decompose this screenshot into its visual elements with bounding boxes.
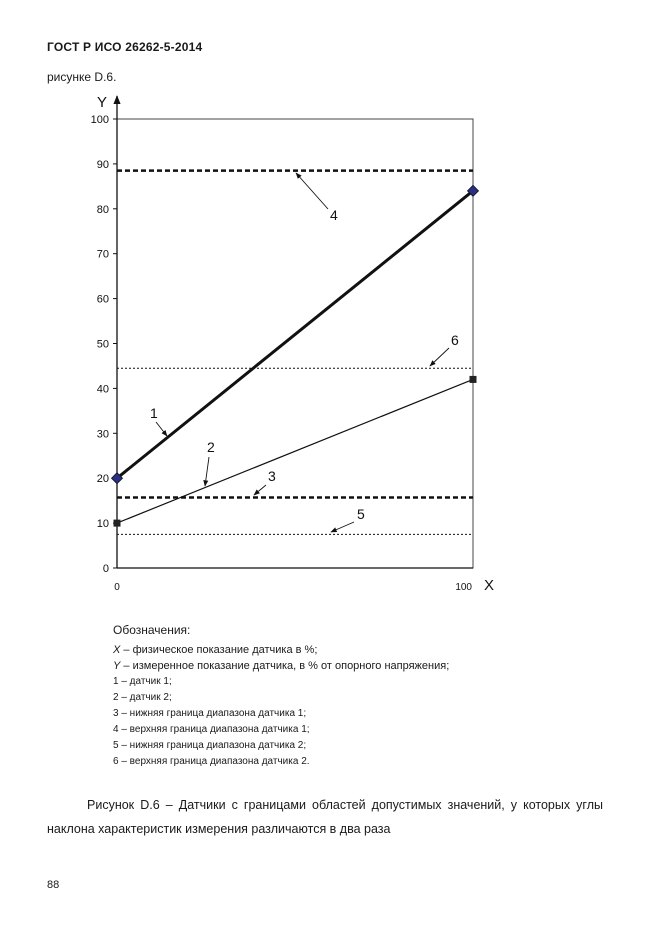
y-tick-label: 50 — [96, 338, 109, 351]
page-number: 88 — [47, 879, 60, 891]
callout-arrow-4 — [296, 173, 328, 209]
series-2-marker-0 — [114, 520, 121, 527]
legend-y — [113, 658, 533, 674]
callout-label-1: 1 — [150, 405, 158, 421]
y-tick-label: 10 — [96, 518, 109, 531]
legend-item-5: 5 – нижняя граница диапазона датчика 2; — [113, 740, 307, 751]
series-2-marker-1 — [470, 376, 477, 383]
series-line-2 — [117, 379, 473, 523]
legend — [113, 622, 533, 770]
legend-x — [113, 642, 533, 658]
y-axis-label: Y — [97, 94, 108, 111]
legend-heading: Обозначения: — [113, 623, 191, 637]
legend-item-3: 3 – нижняя граница диапазона датчика 1; — [113, 708, 307, 719]
callout-label-6: 6 — [451, 332, 459, 348]
series-line-1 — [117, 191, 473, 478]
x-axis-label: X — [484, 577, 495, 594]
legend-item-6: 6 – верхняя граница диапазона датчика 2. — [113, 756, 310, 767]
callout-label-4: 4 — [330, 207, 338, 223]
callout-arrow-6 — [430, 348, 449, 366]
y-tick-label: 60 — [96, 293, 109, 306]
legend-item-4: 4 – верхняя граница диапазона датчика 1; — [113, 724, 310, 735]
callout-label-3: 3 — [268, 468, 276, 484]
y-tick-label: 100 — [90, 114, 109, 126]
callout-label-2: 2 — [207, 439, 215, 455]
x-tick-label: 100 — [455, 582, 472, 593]
y-tick-label: 90 — [96, 158, 109, 171]
y-tick-label: 70 — [96, 248, 109, 261]
y-tick-label: 80 — [96, 203, 109, 216]
document-header: ГОСТ Р ИСО 26262-5-2014 — [47, 40, 203, 54]
legend-x-desc: – физическое показание датчика в %; — [120, 644, 318, 656]
y-tick-label: 40 — [96, 383, 109, 396]
y-tick-label: 20 — [96, 473, 109, 486]
figure-caption: Рисунок D.6 – Датчики с границами областей допустимых значений, у которых углы наклона характеристик измерения различаются в два раза — [47, 798, 603, 836]
legend-x-symbol: X — [113, 644, 121, 656]
intro-text: рисунке D.6. — [47, 70, 117, 84]
y-tick-label: 30 — [96, 428, 109, 441]
legend-y-desc: – измеренное показание датчика, в % от опорного напряжения; — [120, 660, 450, 672]
legend-y-symbol: Y — [113, 660, 121, 672]
callout-arrow-2 — [205, 457, 209, 486]
legend-item-2: 2 – датчик 2; — [113, 692, 172, 703]
callout-arrow-3 — [254, 485, 266, 495]
callout-label-5: 5 — [357, 506, 365, 522]
legend-item-1: 1 – датчик 1; — [113, 676, 172, 687]
x-tick-label: 0 — [114, 582, 120, 593]
plot-frame — [117, 119, 473, 568]
y-tick-label: 0 — [102, 563, 109, 575]
callout-arrow-5 — [331, 522, 354, 532]
callout-arrow-1 — [156, 422, 167, 436]
